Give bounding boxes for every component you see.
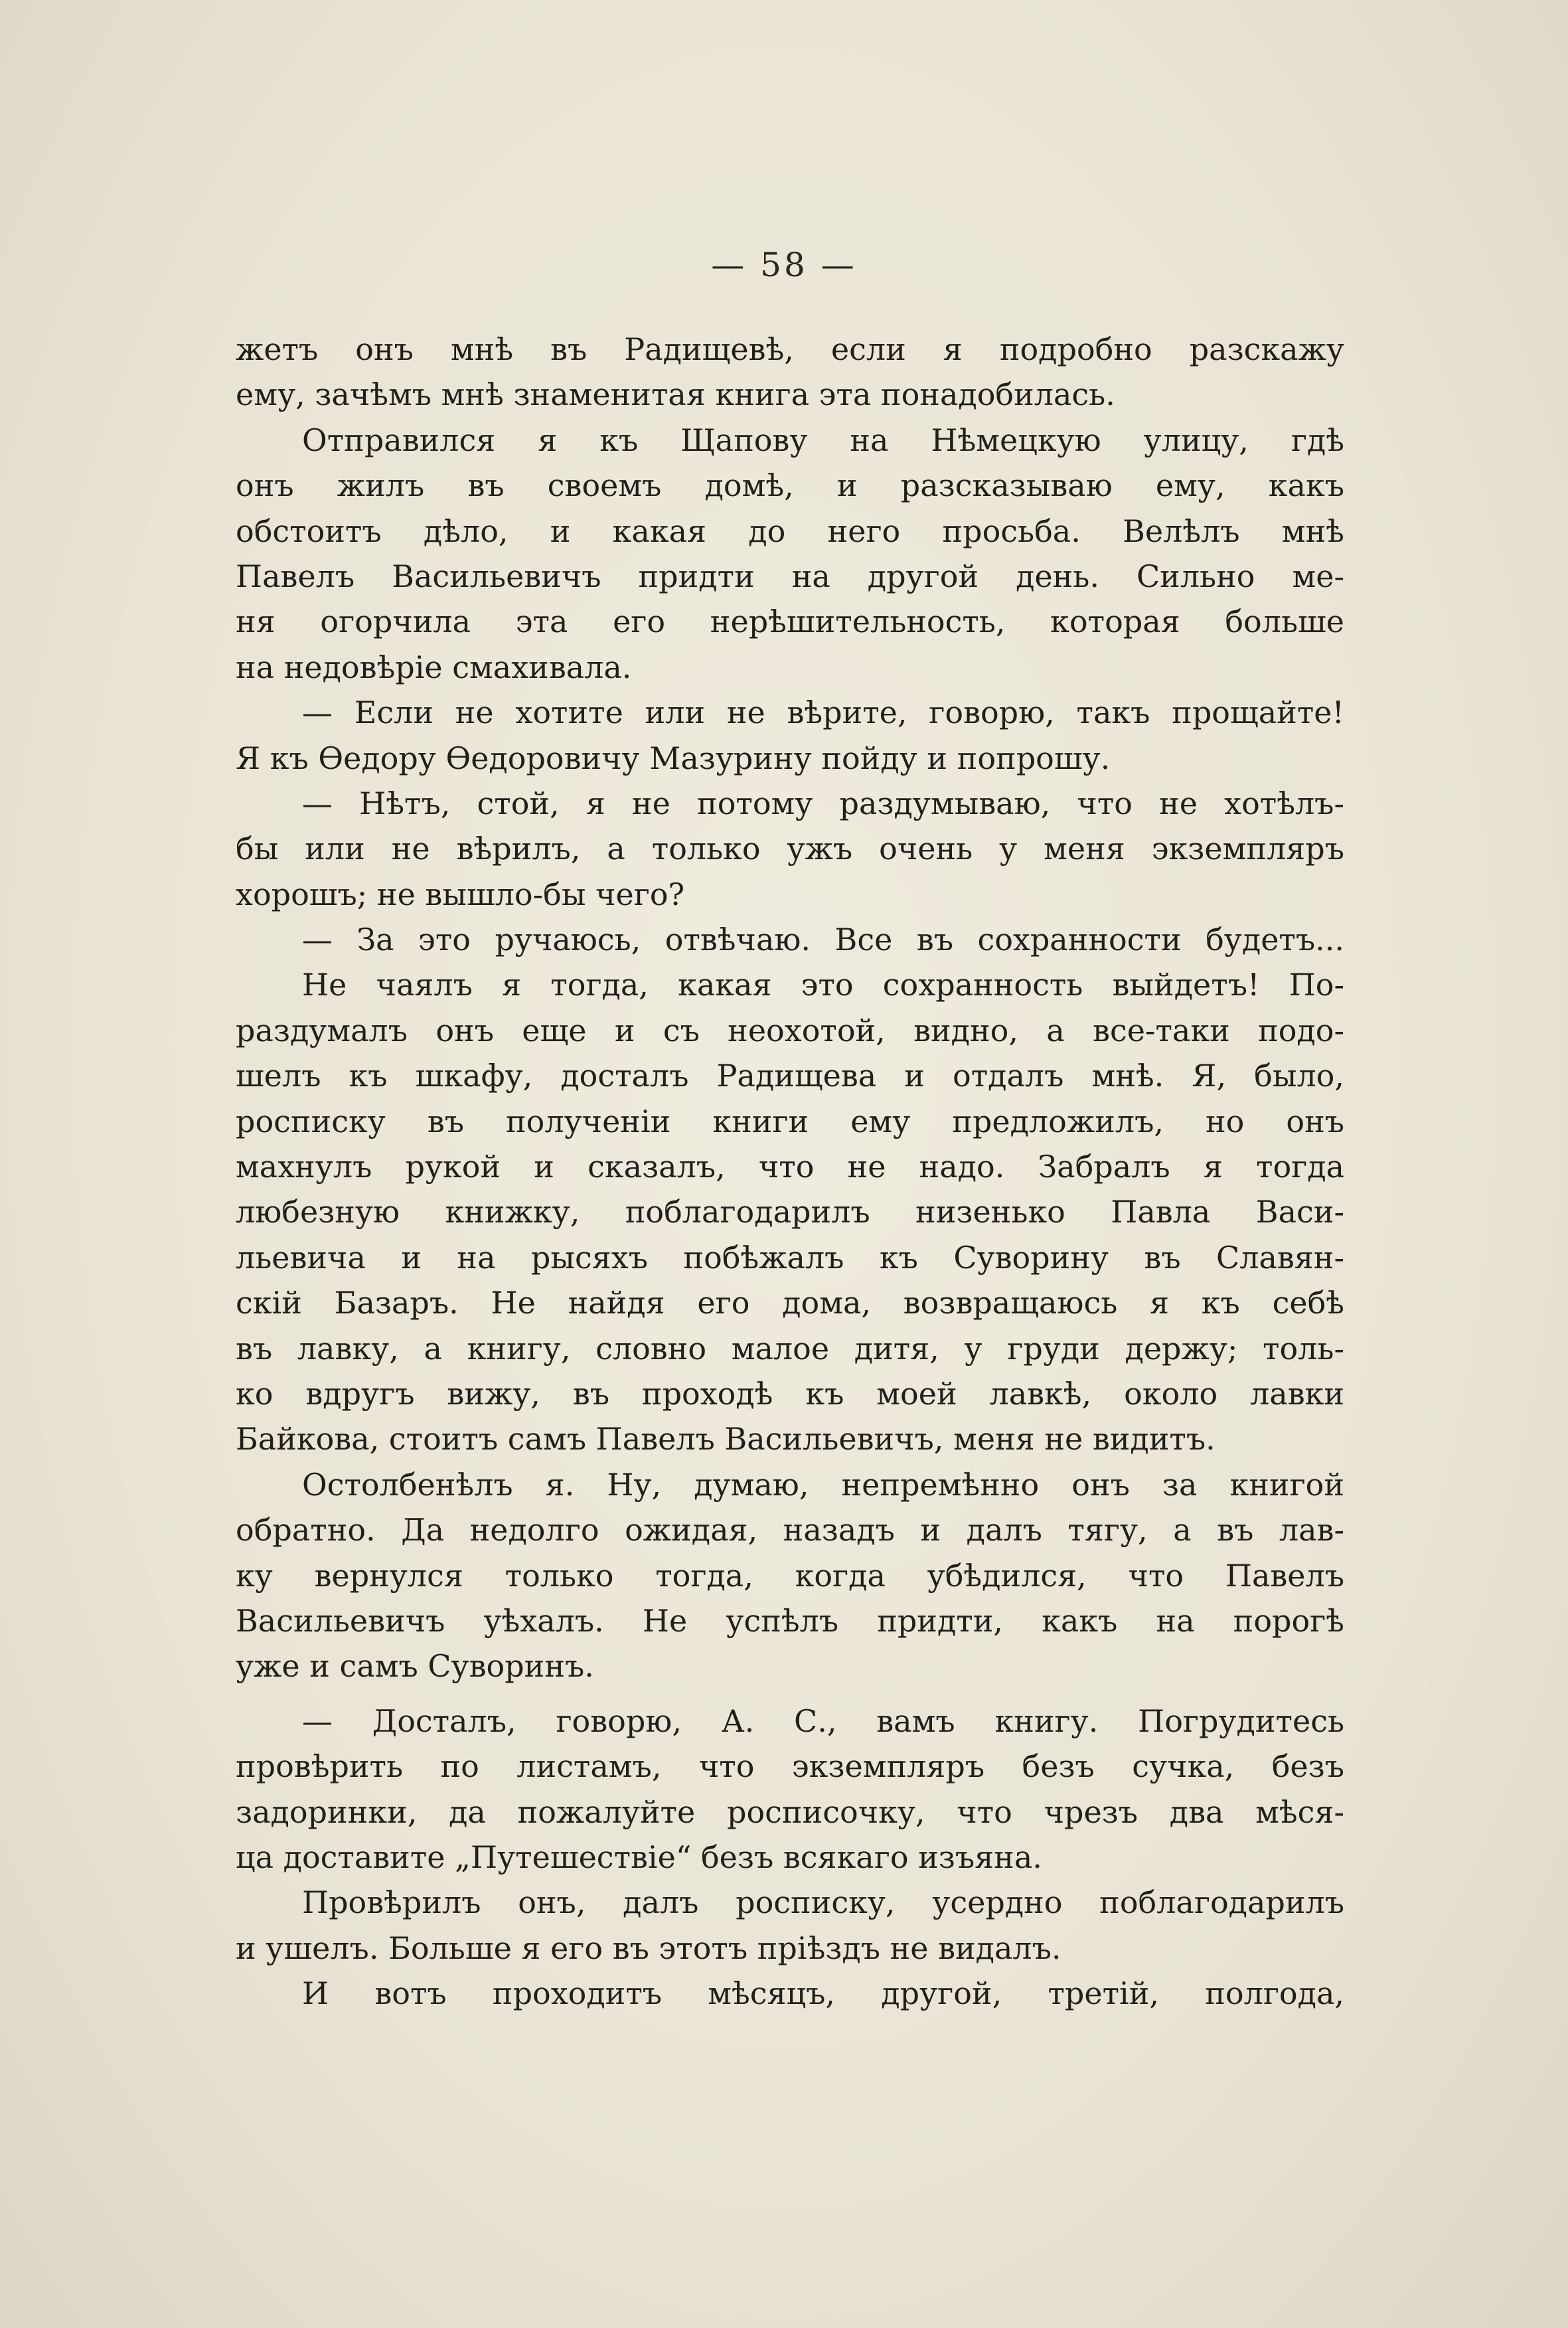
text-line: росписку въ полученіи книги ему предложилъ, но онъ [236,1103,1344,1139]
text-line: Остолбенѣлъ я. Ну, думаю, непремѣнно онъ за книгой [302,1466,1344,1503]
page-number: — 58 — [711,246,857,284]
text-line: любезную книжку, поблагодарилъ низенько Павла Васи- [236,1194,1344,1230]
text-line: Павелъ Васильевичъ придти на другой день. Сильно ме- [236,558,1344,594]
paragraph [236,327,1344,418]
text-line: провѣрить по листамъ, что экземпляръ безъ сучка, безъ [236,1748,1344,1785]
text-line: махнулъ рукой и сказалъ, что не надо. Забралъ я тогда [236,1149,1344,1185]
text-line: льевича и на рысяхъ побѣжалъ къ Суворину въ Славян- [236,1239,1344,1276]
text-line: задоринки, да пожалуйте росписочку, что чрезъ два мѣся- [236,1793,1344,1830]
text-line: онъ жилъ въ своемъ домѣ, и разсказываю ему, какъ [236,467,1344,504]
text-line: — За это ручаюсь, отвѣчаю. Все въ сохранности будетъ... [302,922,1344,958]
paragraph [236,917,1344,962]
text-line: раздумалъ онъ еще и съ неохотой, видно, а все-таки подо- [236,1012,1344,1048]
text-line: жетъ онъ мнѣ въ Радищевѣ, если я подробно разскажу [236,331,1344,367]
text-line: ему, зачѣмъ мнѣ знаменитая книга эта понадобилась. [236,376,1115,413]
paragraph [236,418,1344,690]
text-line: — Если не хотите или не вѣрите, говорю, такъ прощайте! [302,695,1344,731]
paragraph [236,1971,1344,2016]
paragraph [236,781,1344,917]
text-line: Провѣрилъ онъ, далъ росписку, усердно поблагодарилъ [302,1884,1344,1921]
text-line: ко вдругъ вижу, въ проходѣ къ моей лавкѣ, около лавки [236,1375,1344,1412]
text-line: — Нѣтъ, стой, я не потому раздумываю, что не хотѣлъ- [302,785,1344,821]
text-line: и ушелъ. Больше я его въ этотъ пріѣздъ не видалъ. [236,1930,1061,1966]
text-line: въ лавку, а книгу, словно малое дитя, у груди держу; толь- [236,1330,1344,1367]
text-line: ня огорчила эта его нерѣшительность, которая больше [236,604,1344,640]
text-line: Не чаялъ я тогда, какая это сохранность выйдетъ! По- [302,967,1344,1003]
text-line: скій Базаръ. Не найдя его дома, возвращаюсь я къ себѣ [236,1285,1344,1321]
text-line: Байкова, стоитъ самъ Павелъ Васильевичъ, меня не видитъ. [236,1421,1215,1457]
text-line: Отправился я къ Щапову на Нѣмецкую улицу, гдѣ [302,422,1344,458]
paragraph [236,690,1344,781]
body-text [236,327,1344,2016]
text-line: Васильевичъ уѣхалъ. Не успѣлъ придти, какъ на порогѣ [236,1602,1344,1639]
text-line: шелъ къ шкафу, досталъ Радищева и отдалъ мнѣ. Я, было, [236,1058,1344,1094]
text-line: бы или не вѣрилъ, а только ужъ очень у меня экземпляръ [236,831,1344,867]
text-line: уже и самъ Суворинъ. [236,1648,594,1685]
text-line: Я къ Ѳедору Ѳедоровичу Мазурину пойду и попрошу. [236,740,1111,776]
paragraph [236,962,1344,1461]
text-line: обратно. Да недолго ожидая, назадъ и далъ тягу, а въ лав- [236,1512,1344,1548]
text-line: И вотъ проходитъ мѣсяцъ, другой, третій, полгода, [302,1975,1344,2012]
paragraph [236,1462,1344,1689]
paragraph [236,1699,1344,1880]
paragraph [236,1880,1344,1971]
text-line: обстоитъ дѣло, и какая до него просьба. Велѣлъ мнѣ [236,513,1344,549]
text-line: ку вернулся только тогда, когда убѣдился, что Павелъ [236,1557,1344,1594]
text-line: на недовѣріе смахивала. [236,649,632,685]
text-line: хорошъ; не вышло-бы чего? [236,876,685,912]
text-line: ца доставите „Путешествіе“ безъ всякаго изъяна. [236,1839,1042,1875]
text-line: — Досталъ, говорю, А. С., вамъ книгу. Погрудитесь [302,1703,1344,1739]
